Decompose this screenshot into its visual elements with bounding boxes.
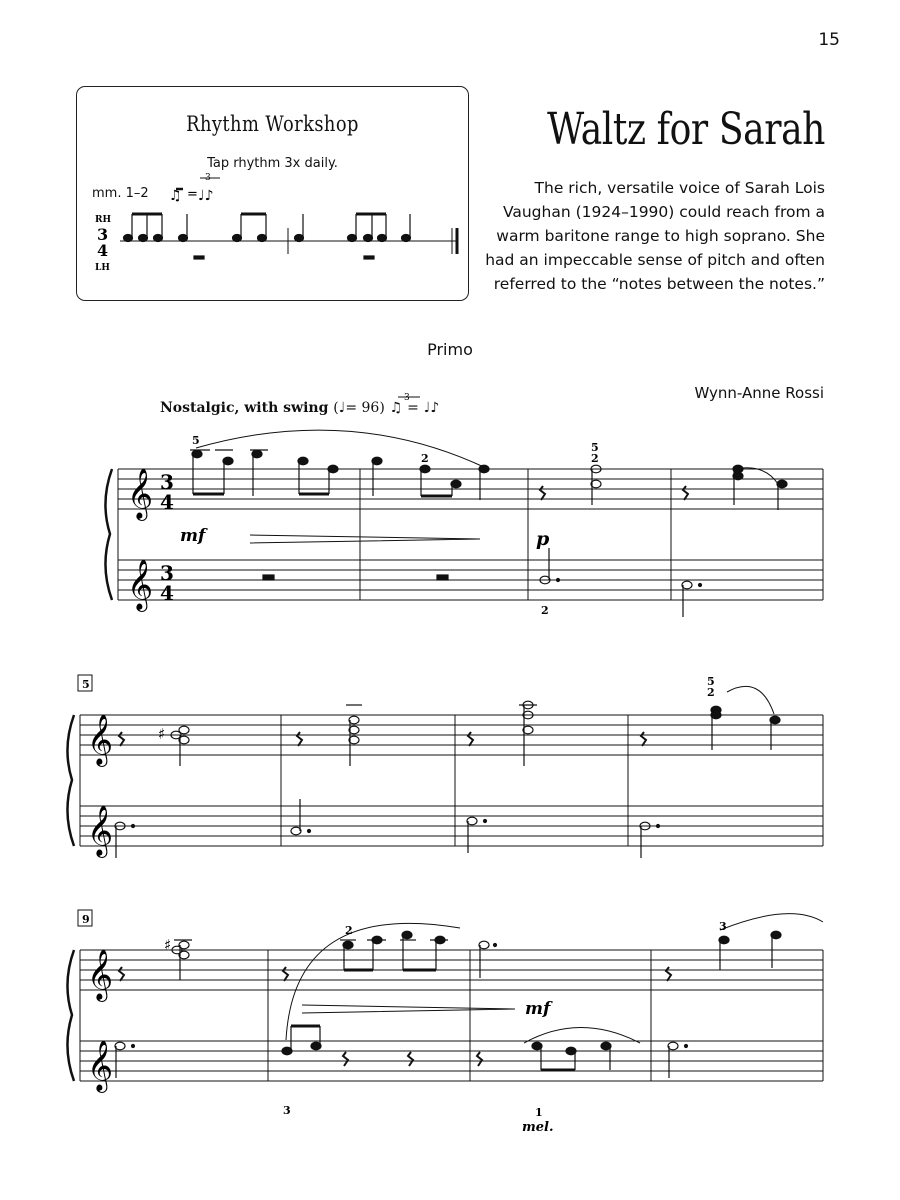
- time-sig-bottom: 4: [160, 581, 174, 605]
- song-title: Waltz for Sarah: [547, 104, 825, 155]
- fingering: 5: [591, 441, 599, 454]
- description-line: referred to the “notes between the notes.”: [493, 275, 825, 293]
- treble-clef-icon: 𝄞: [127, 468, 154, 519]
- workshop-time-top: 3: [97, 225, 109, 244]
- system-3-notes: [115, 931, 781, 1078]
- eighth-pair-icon: ♫: [169, 188, 182, 204]
- fingering: 2: [345, 924, 353, 937]
- workshop-time-bottom: 4: [97, 241, 109, 260]
- system-1-notes: [190, 450, 787, 617]
- treble-clef-icon: 𝄞: [87, 1040, 114, 1091]
- rhythm-workshop-instruction: Tap rhythm 3x daily.: [207, 156, 338, 171]
- sharp-accidental: ♯: [164, 936, 172, 954]
- tempo-equals: =: [407, 400, 419, 416]
- description-line: Vaughan (1924–1990) could reach from a: [502, 203, 825, 221]
- treble-clef-icon: 𝄞: [87, 949, 114, 1000]
- rhythm-workshop-title: Rhythm Workshop: [186, 112, 359, 136]
- treble-clef-icon: 𝄞: [87, 714, 114, 765]
- fingering: 1: [535, 1106, 543, 1119]
- sharp-accidental: ♯: [158, 725, 166, 743]
- tempo-open-paren: (: [333, 400, 339, 416]
- workshop-equals: =: [187, 187, 198, 202]
- brace: [67, 950, 74, 1081]
- dynamic-p: p: [536, 528, 550, 550]
- quarter-note-icon: ♩: [338, 400, 346, 416]
- brace: [105, 469, 112, 600]
- dynamic-mf: mf: [180, 526, 206, 546]
- fingering: 5: [707, 675, 715, 688]
- system-3: [67, 910, 823, 1081]
- measure-label: mm. 1–2: [92, 186, 149, 201]
- tempo-text: Nostalgic, with swing: [160, 400, 329, 416]
- dynamic-mf: mf: [525, 999, 551, 1019]
- time-sig-bottom: 4: [160, 490, 174, 514]
- tempo-bpm: = 96): [345, 400, 385, 416]
- fingering: 5: [192, 434, 200, 447]
- description-line: warm baritone range to high soprano. She: [496, 227, 825, 245]
- measure-number: 9: [82, 913, 90, 926]
- system-2: [67, 675, 823, 846]
- description-line: The rich, versatile voice of Sarah Lois: [534, 179, 825, 197]
- eighth-pair-icon: ♫: [389, 400, 403, 416]
- treble-clef-icon: 𝄞: [87, 805, 114, 856]
- description-line: had an impeccable sense of pitch and often: [485, 251, 825, 269]
- rh-label: RH: [95, 215, 111, 225]
- page-number: 15: [818, 30, 840, 50]
- workshop-triplet-mark: 3: [205, 173, 211, 183]
- expression-mel: mel.: [522, 1120, 554, 1135]
- fingering: 2: [541, 604, 549, 617]
- tempo-triplet-mark: 3: [404, 393, 410, 403]
- fingering: 3: [719, 920, 727, 933]
- time-sig-top: 3: [160, 470, 174, 494]
- time-sig-top: 3: [160, 561, 174, 585]
- fingering: 2: [591, 452, 599, 465]
- swing-rhythm-icon: ♩♪: [198, 188, 214, 204]
- lh-label: LH: [95, 263, 110, 273]
- measure-number: 5: [82, 678, 90, 691]
- brace: [67, 715, 74, 846]
- fingering: 3: [283, 1104, 291, 1117]
- treble-clef-icon: 𝄞: [127, 559, 154, 610]
- swing-rhythm-icon: ♩♪: [423, 400, 440, 416]
- composer: Wynn-Anne Rossi: [694, 384, 824, 402]
- fingering: 2: [707, 686, 715, 699]
- part-label: Primo: [427, 340, 473, 359]
- system-1: [105, 430, 823, 600]
- fingering: 2: [421, 452, 429, 465]
